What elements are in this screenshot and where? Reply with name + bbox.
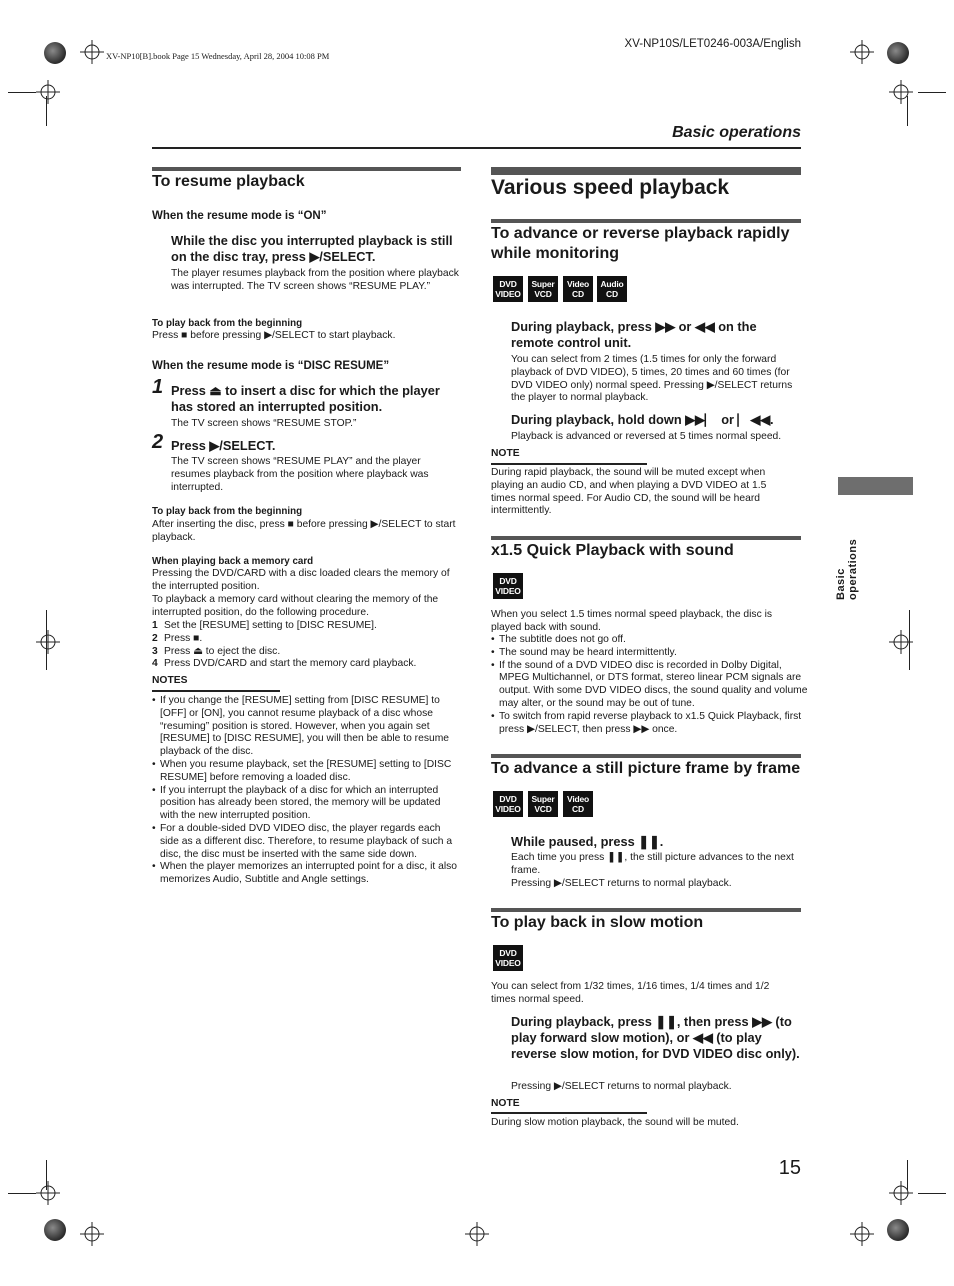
registration-dot-icon — [44, 42, 66, 64]
advance-desc-2: Playback is advanced or reversed at 5 times normal speed. — [511, 431, 782, 442]
list-item: • For a double-sided DVD VIDEO disc, the player regards each side as a different disc. Therefore, to resume playback of such a disc, the disc must be inserted with the same side down. — [160, 823, 460, 861]
slow-title: To play back in slow motion — [491, 914, 704, 931]
dvd-video-logo-icon: DVD VIDEO — [493, 945, 523, 971]
crosshair-icon — [36, 80, 60, 104]
audio-cd-logo-icon: Audio CD — [597, 276, 627, 302]
frame-desc-1: Each time you press ❚❚, the still picture advances to the next frame. — [511, 852, 794, 876]
on-heading: When the resume mode is “ON” — [152, 210, 327, 222]
slow-note-label: NOTE — [491, 1098, 520, 1109]
advance-desc-1: You can select from 2 times (1.5 times for only the forward playback of DVD VIDEO), 5 times, 20 times and 60 times (for DVD VIDEO only) normal speed. Pressing ▶/SELECT returns the player to normal playback. — [511, 354, 793, 404]
dvd-video-logo-icon: DVD VIDEO — [493, 573, 523, 599]
section-bar — [491, 219, 801, 223]
on-desc: The player resumes playback from the position where playback was interrupted. The TV screen shows “RESUME PLAY.” — [171, 268, 459, 292]
book-info: XV-NP10[B].book Page 15 Wednesday, April 28, 2004 10:08 PM — [106, 51, 330, 61]
frame-desc-2: Pressing ▶/SELECT returns to normal playback. — [511, 878, 732, 889]
list-item: • The subtitle does not go off. — [499, 634, 809, 647]
registration-dot-icon — [887, 1219, 909, 1241]
memcard-title: When playing back a memory card — [152, 556, 314, 567]
crosshair-icon — [850, 1222, 874, 1246]
main-title: Various speed playback — [491, 176, 730, 199]
beginning1-text: Press ■ before pressing ▶/SELECT to start playback. — [152, 330, 396, 341]
list-item: 3 Press ⏏ to eject the disc. — [152, 645, 281, 657]
notes-label: NOTES — [152, 675, 188, 686]
section-bar — [491, 754, 801, 758]
section-bar — [491, 536, 801, 540]
note-rule — [491, 463, 647, 465]
step2-instruction: Press ▶/SELECT. — [171, 438, 276, 453]
quick-bullets — [491, 634, 809, 736]
slow-desc: Pressing ▶/SELECT returns to normal playback. — [511, 1081, 732, 1092]
crosshair-icon — [850, 40, 874, 64]
crosshair-icon — [889, 80, 913, 104]
advance-instruction-2: During playback, hold down ▶▶⎸ or ⎸◀◀. — [511, 412, 774, 427]
crosshair-icon — [36, 630, 60, 654]
list-item: • When the player memorizes an interrupted point for a disc, it also memorizes Audio, Subtitle and Angle settings. — [160, 861, 460, 887]
quick-intro: When you select 1.5 times normal speed playback, the disc is played back with sound. — [491, 609, 773, 633]
registration-dot-icon — [887, 42, 909, 64]
slow-instruction: During playback, press ❚❚, then press ▶▶ (to play forward slow motion), or ◀◀ (to play reverse slow motion, for DVD VIDEO disc only). — [511, 1014, 800, 1061]
memcard-steps — [152, 620, 461, 671]
beginning1-title: To play back from the beginning — [152, 318, 303, 329]
notes-list — [152, 695, 460, 887]
super-vcd-logo-icon: Super VCD — [528, 276, 558, 302]
disc-resume-heading: When the resume mode is “DISC RESUME” — [152, 360, 390, 372]
section-bar — [152, 167, 461, 171]
crosshair-icon — [465, 1222, 489, 1246]
video-cd-logo-icon: Video CD — [563, 791, 593, 817]
side-tab-label: Basic operations — [835, 538, 859, 600]
super-vcd-logo-icon: Super VCD — [528, 791, 558, 817]
header-rule — [152, 147, 801, 149]
doc-code: XV-NP10S/LET0246-003A/English — [624, 38, 801, 50]
dvd-video-logo-icon: DVD VIDEO — [493, 276, 523, 302]
dvd-video-logo-icon: DVD VIDEO — [493, 791, 523, 817]
list-item: 1 Set the [RESUME] setting to [DISC RESUME]. — [152, 620, 377, 631]
advance-note: During rapid playback, the sound will be muted except when playing an audio CD, and when playing a DVD VIDEO at 1.5 times normal speed. For Audio CD, the sound will be heard intermittently. — [491, 467, 767, 517]
slow-note: During slow motion playback, the sound will be muted. — [491, 1117, 739, 1128]
list-item: • If you interrupt the playback of a disc for which an interrupted position has already been stored, the memory will be updated with the new interrupted position. — [160, 785, 460, 823]
crosshair-icon — [36, 1181, 60, 1205]
beginning2-title: To play back from the beginning — [152, 506, 303, 517]
step2-number: 2 — [152, 431, 164, 453]
resume-title: To resume playback — [152, 173, 305, 190]
list-item: 4 Press DVD/CARD and start the memory card playback. — [152, 658, 417, 670]
list-item: • When you resume playback, set the [RESUME] setting to [DISC RESUME] before removing a loaded disc. — [160, 759, 460, 785]
advance-note-label: NOTE — [491, 448, 520, 459]
crosshair-icon — [80, 40, 104, 64]
notes-rule — [152, 690, 280, 692]
section-title: Basic operations — [672, 124, 801, 141]
video-cd-logo-icon: Video CD — [563, 276, 593, 302]
side-tab — [838, 477, 913, 495]
section-bar — [491, 908, 801, 912]
registration-dot-icon — [44, 1219, 66, 1241]
list-item: • If you change the [RESUME] setting from [DISC RESUME] to [OFF] or [ON], you cannot resume playback of a disc whose “resuming” position is stored. However, when you again set [RESUME] to [DISC RESUME], you will then be able to resume playback of the disc. — [160, 695, 460, 759]
crosshair-icon — [889, 1181, 913, 1205]
beginning2-text: After inserting the disc, press ■ before pressing ▶/SELECT to start playback. — [152, 519, 456, 543]
main-bar — [491, 167, 801, 175]
page-number: 15 — [778, 1157, 801, 1179]
crosshair-icon — [80, 1222, 104, 1246]
list-item: • The sound may be heard intermittently. — [499, 647, 809, 660]
memcard-para1: Pressing the DVD/CARD with a disc loaded clears the memory of the interrupted position. — [152, 568, 450, 592]
list-item: • To switch from rapid reverse playback to x1.5 Quick Playback, first press ▶/SELECT, then press ▶▶ once. — [499, 711, 809, 737]
list-item: 2 Press ■. — [152, 632, 203, 644]
frame-title: To advance a still picture frame by frame — [491, 760, 801, 777]
note-rule — [491, 1112, 647, 1114]
list-item: • If the sound of a DVD VIDEO disc is recorded in Dolby Digital, MPEG Multichannel, or DTS format, stereo linear PCM signals are output. With some DVD VIDEO discs, the sound quality and volume may alter, or the sound may be out of tune. — [499, 660, 809, 711]
advance-title: To advance or reverse playback rapidly while monitoring — [491, 225, 790, 262]
step1-instruction: Press ⏏ to insert a disc for which the player has stored an interrupted position. — [171, 383, 440, 414]
step2-desc: The TV screen shows “RESUME PLAY” and the player resumes playback from the position where playback was interrupted. — [171, 456, 429, 493]
advance-instruction-1: During playback, press ▶▶ or ◀◀ on the remote control unit. — [511, 319, 757, 350]
step1-desc: The TV screen shows “RESUME STOP.” — [171, 418, 357, 429]
frame-instruction: While paused, press ❚❚. — [511, 834, 664, 849]
slow-intro: You can select from 1/32 times, 1/16 times, 1/4 times and 1/2 times normal speed. — [491, 981, 770, 1005]
memcard-para2: To playback a memory card without clearing the memory of the interrupted position, do the following procedure. — [152, 594, 439, 618]
quick-title: x1.5 Quick Playback with sound — [491, 542, 734, 559]
on-instruction: While the disc you interrupted playback is still on the disc tray, press ▶/SELECT. — [171, 233, 453, 264]
step1-number: 1 — [152, 376, 164, 398]
